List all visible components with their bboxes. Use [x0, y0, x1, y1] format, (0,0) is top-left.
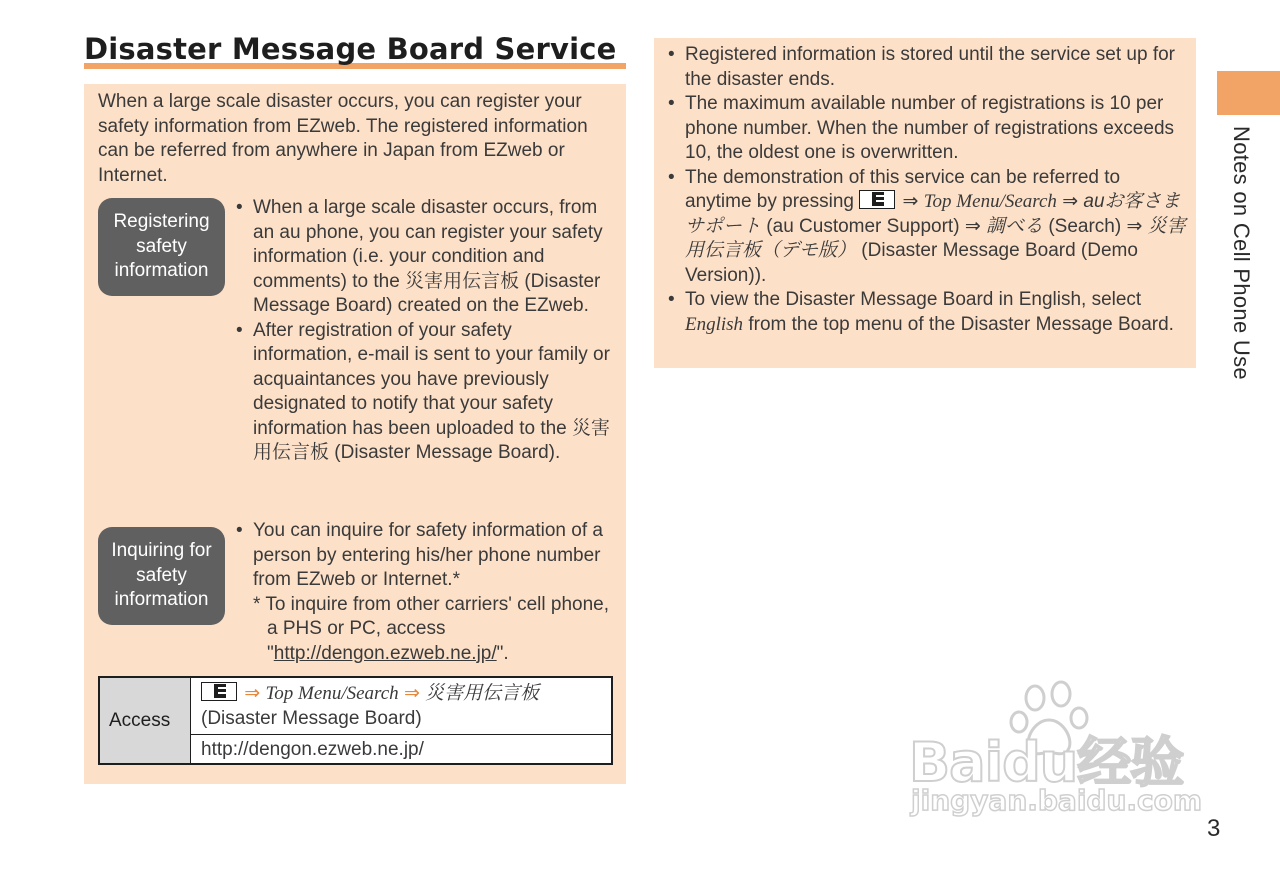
notes-panel: [654, 38, 1196, 368]
register-bullet-1-text-b: (Disaster Message Board) created on the EZweb.: [253, 270, 601, 316]
note-4-english: English: [685, 313, 744, 335]
inquire-bullet-1: [236, 519, 616, 666]
notes-bullets: [668, 43, 1186, 337]
note-bullet-2: • The maximum available number of registrations is 10 per phone number. When the number of registrations exceeds 10, the oldest one is overwritten.: [668, 92, 1186, 166]
main-info-panel: [84, 84, 626, 784]
footnote-text-b: ".: [496, 642, 509, 664]
register-bullet-1: [236, 196, 616, 319]
side-tab-marker: [1217, 71, 1280, 115]
note-4-text-b: from the top menu of the Disaster Message Board.: [743, 313, 1174, 335]
arrow-icon: ⇒: [964, 215, 981, 237]
note-3-jp2: 調べる: [986, 215, 1044, 237]
inquire-bullet-1-text: You can inquire for safety information of a person by entering his/her phone number from EZweb or Internet.*: [253, 520, 603, 590]
register-bullet-2-jp: 災害用伝言板: [253, 417, 611, 463]
access-rows: [191, 678, 611, 763]
side-tab-label: Notes on Cell Phone Use: [1229, 126, 1254, 380]
note-3-menu: Top Menu/Search: [923, 191, 1057, 212]
ez-key-icon: [859, 190, 895, 209]
note-3-jp3: 災害用伝言板（デモ版）: [685, 215, 1186, 261]
access-table: [98, 676, 613, 765]
footnote-text-a: * To inquire from other carriers' cell phone, a PHS or PC, access ": [253, 593, 609, 664]
dengon-link[interactable]: http://dengon.ezweb.ne.jp/: [273, 642, 497, 664]
watermark-logo-text: Baidu经验: [909, 731, 1184, 794]
access-row-url: http://dengon.ezweb.ne.jp/: [201, 739, 424, 760]
registering-label-pill: [98, 198, 225, 296]
inquiring-label: Inquiring for safety information: [111, 540, 212, 611]
note-3-en1: (au Customer Support): [761, 215, 965, 237]
note-3-en3: (Disaster Message Board (Demo Version)).: [685, 240, 1138, 286]
watermark: [905, 680, 1205, 820]
intro-text: When a large scale disaster occurs, you can register your safety information from EZweb. The registered information can be referred from anywhere in Japan from EZweb or Internet.: [98, 91, 588, 186]
ez-key-icon: [201, 682, 237, 701]
registering-label: Registering safety information: [113, 211, 210, 282]
note-bullet-4: [668, 288, 1186, 337]
title-block: [84, 30, 626, 69]
arrow-icon: ⇒: [902, 191, 919, 212]
note-3-en2: (Search): [1043, 215, 1127, 237]
register-bullet-2-text-b: (Disaster Message Board).: [329, 442, 561, 463]
access-menu-text: Top Menu/Search: [265, 683, 399, 704]
access-row-menu-path: [191, 678, 611, 735]
page-number: 3: [1207, 815, 1221, 842]
note-3-text-a: The demonstration of this service can be referred to anytime by pressing: [685, 166, 1121, 212]
access-en-text: (Disaster Message Board): [201, 707, 422, 729]
arrow-icon: ⇒: [403, 683, 420, 704]
registering-bullets: [236, 196, 616, 466]
register-bullet-2: [236, 319, 616, 466]
inquire-footnote: [253, 593, 616, 667]
page-title: Disaster Message Board Service: [84, 32, 617, 66]
watermark-url: jingyan.baidu.com: [911, 784, 1203, 817]
register-bullet-2-text-a: After registration of your safety information, e-mail is sent to your family or acquaintances you have previously designated to notify that your safety information has been uploaded to the: [253, 319, 610, 439]
access-label: Access: [100, 678, 191, 763]
arrow-icon: ⇒: [1126, 215, 1143, 237]
arrow-icon: ⇒: [244, 683, 261, 704]
note-bullet-1: • Registered information is stored until the service set up for the disaster ends.: [668, 43, 1186, 92]
note-3-jp1: auお客さまサポート: [685, 191, 1181, 237]
register-bullet-1-text-a: When a large scale disaster occurs, from an au phone, you can register your safety information (i.e. your condition and comments) to the: [253, 197, 603, 292]
arrow-icon: ⇒: [1062, 191, 1079, 212]
note-4-text-a: To view the Disaster Message Board in English, select: [685, 289, 1142, 310]
inquiring-bullets: [236, 519, 616, 666]
access-jp-text: 災害用伝言板: [425, 683, 540, 704]
note-bullet-3: [668, 166, 1186, 289]
register-bullet-1-jp: 災害用伝言板: [405, 270, 520, 292]
inquiring-label-pill: [98, 527, 225, 625]
